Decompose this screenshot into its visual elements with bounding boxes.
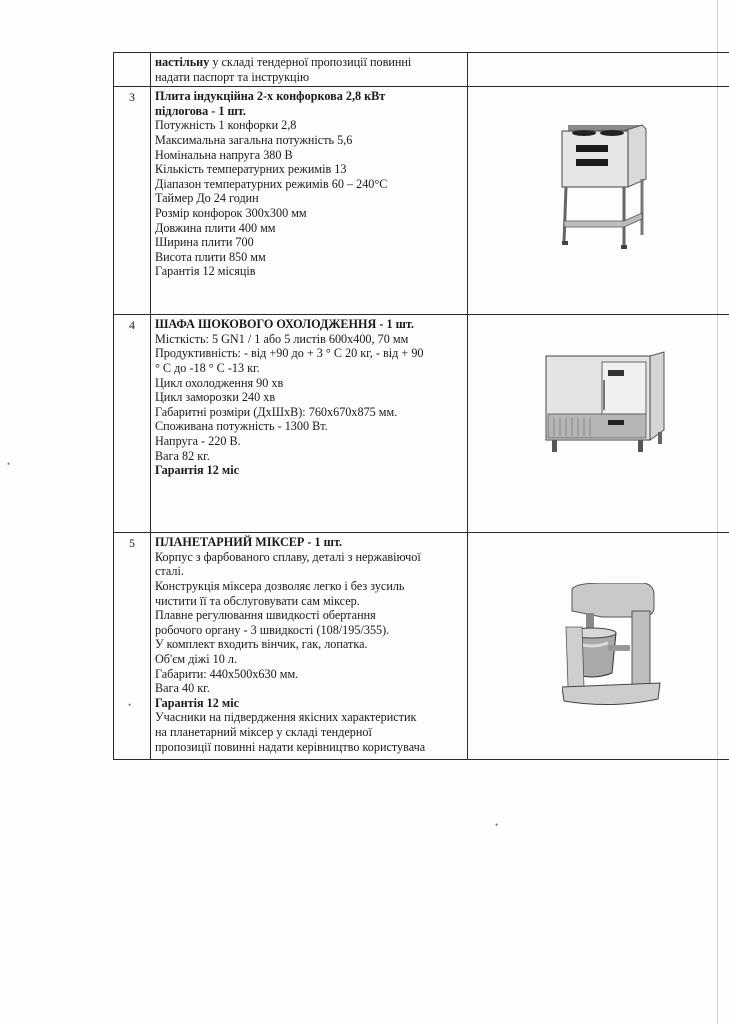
scan-speck: • [7,459,11,469]
description-line [155,346,463,361]
description-line [155,637,463,652]
text-run: Довжина плити 400 мм [155,220,276,235]
text-run: Учасники на підвердження якісних характеристик [155,710,417,725]
text-run: надати паспорт та інструкцію [155,69,310,84]
description-line [155,681,463,696]
description-line [155,70,463,85]
description-line [155,535,463,550]
description-line [155,564,463,579]
description-line [155,148,463,163]
text-run: Максимальна загальна потужність 5,6 [155,132,353,147]
text-run: Діапазон температурних режимів 60 – 240°С [155,176,388,191]
text-run: пропозиції повинні надати керівництво користувача [155,739,426,754]
text-run: Висота плити 850 мм [155,249,266,264]
row-number [114,53,151,87]
description-line [155,696,463,711]
description-line [155,390,463,405]
text-run: ШАФА ШОКОВОГО ОХОЛОДЖЕННЯ - 1 шт. [155,317,414,332]
description-line [155,55,463,70]
text-run: Вага 40 кг. [155,681,210,696]
description-line [155,235,463,250]
description-line [155,710,463,725]
table-row [114,315,729,533]
text-run: Продуктивність: - від +90 до + 3 ° С 20 кг, - від + 90 [155,346,424,361]
row-description [151,53,468,87]
row-number: 3 [114,87,151,315]
planetary-mixer-image [562,583,662,709]
text-run: Споживана потужність - 1300 Вт. [155,419,328,434]
description-line [155,177,463,192]
table-row [114,87,729,315]
text-run: Гарантія 12 місяців [155,264,256,279]
row-description [151,315,468,533]
description-line [155,162,463,177]
description-line [155,133,463,148]
specification-table [113,52,729,760]
image-cell [468,87,729,315]
text-run: Таймер До 24 годин [155,191,259,206]
text-run: ПЛАНЕТАРНИЙ МІКСЕР - 1 шт. [155,535,343,550]
text-run: ° С до -18 ° С -13 кг. [155,360,260,375]
text-run: Напруга - 220 В. [155,433,241,448]
description-line [155,89,463,104]
description-line [155,725,463,740]
text-run: Вага 82 кг. [155,448,210,463]
text-run: Об'єм діжі 10 л. [155,651,237,666]
text-run: Номінальна напруга 380 В [155,147,293,162]
description-line [155,449,463,464]
description-line [155,118,463,133]
description-line [155,361,463,376]
description-line [155,264,463,279]
description-line [155,608,463,623]
description-line [155,405,463,420]
text-run: Потужність 1 конфорки 2,8 [155,118,297,133]
text-run: робочого органу - 3 швидкості (108/195/355). [155,622,390,637]
table-row [114,533,729,760]
image-cell [468,315,729,533]
description-line [155,623,463,638]
text-run: на планетарний міксер у складі тендерної [155,724,372,739]
text-run: Місткість: 5 GN1 / 1 або 5 листів 600х400, 70 мм [155,331,409,346]
text-run: Гарантія 12 міс [155,695,240,710]
description-line [155,434,463,449]
text-run: Цикл заморозки 240 хв [155,390,276,405]
description-line [155,594,463,609]
text-run: Конструкція міксера дозволяє легко і без зусиль [155,578,405,593]
description-line [155,317,463,332]
description-line [155,550,463,565]
text-run: підлогова - 1 шт. [155,103,246,118]
text-run: Розмір конфорок 300х300 мм [155,205,307,220]
text-run: Кількість температурних режимів 13 [155,162,347,177]
description-line [155,332,463,347]
row-description [151,87,468,315]
description-line [155,419,463,434]
row-description [151,533,468,760]
description-line [155,191,463,206]
text-run: сталі. [155,564,184,579]
text-run: Габарити: 440x500x630 мм. [155,666,299,681]
text-run: настільну [155,55,210,69]
description-line [155,206,463,221]
description-line [155,740,463,755]
image-cell [468,533,729,760]
description-line [155,652,463,667]
table-row [114,53,729,87]
description-line [155,104,463,119]
image-cell [468,53,729,87]
text-run: Габаритні розміри (ДхШхВ): 760x670x875 мм. [155,404,398,419]
scan-speck: • [495,820,499,830]
text-run: Гарантія 12 міс [155,463,240,478]
text-run: Плавне регулювання швидкості обертання [155,608,376,623]
description-line [155,667,463,682]
row-number: 5 [114,533,151,760]
text-run: Корпус з фарбованого сплаву, деталі з нержавіючої [155,549,421,564]
description-line [155,376,463,391]
blast-chiller-image [542,350,668,470]
scan-speck: • [128,700,132,710]
description-line [155,579,463,594]
description-line [155,463,463,478]
text-run: Плита індукційна 2-х конфоркова 2,8 кВт [155,89,386,104]
text-run: чистити її та обслуговувати сам міксер. [155,593,360,608]
induction-cooker-image [554,121,654,253]
row-number: 4 [114,315,151,533]
text-run: У комплект входить вінчик, гак, лопатка. [155,637,368,652]
text-run: Ширина плити 700 [155,235,254,250]
text-run: у складі тендерної пропозиції повинні [209,55,412,69]
description-line [155,221,463,236]
text-run: Цикл охолодження 90 хв [155,375,284,390]
description-line [155,250,463,265]
